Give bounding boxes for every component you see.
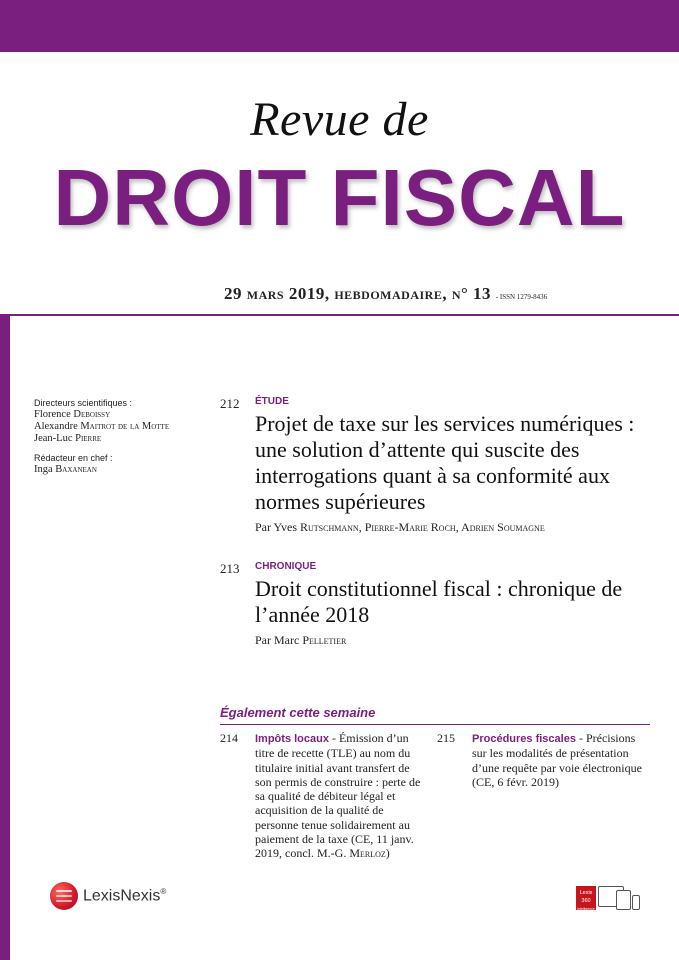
brief-number: 214 <box>220 731 238 745</box>
brief-text: Impôts locaux - Émission d’un titre de recette (TLE) au nom du titulaire initial avant transfert de son permis de construire : perte de sa qualité de débiteur légal et acquisition de la qualité de personne tenue solidairement au paiement de la taxe (CE, 11 janv. 2019, concl. M.-G. Merloz) <box>255 731 421 861</box>
brief-title[interactable]: Impôts locaux <box>255 733 329 745</box>
article-author: Par Marc Pelletier <box>255 633 347 647</box>
top-color-band <box>0 0 679 52</box>
director-name: Jean-Luc Pierre <box>34 433 102 444</box>
article-number: 213 <box>220 561 240 576</box>
director-name: Alexandre Maitrot de la Motte <box>34 421 170 432</box>
director-name: Florence Deboissy <box>34 409 111 420</box>
article-kind: ÉTUDE <box>255 396 289 407</box>
lexis-360-badge: Lexis 360 Intelligence <box>576 886 596 910</box>
phone-icon <box>632 895 640 910</box>
brief-215[interactable] <box>437 731 652 791</box>
article-headline[interactable]: Droit constitutionnel fiscal : chronique de l’année 2018 <box>255 576 623 627</box>
scientific-directors-label: Directeurs scientifiques : <box>34 398 133 408</box>
lexisnexis-logo <box>50 882 166 910</box>
article-212[interactable] <box>220 396 650 546</box>
article-headline[interactable]: Projet de taxe sur les services numériques : une solution d’attente qui suscite des interrogations quant à sa conformité aux normes supérieures <box>255 411 635 514</box>
article-author: Par Yves Rutschmann, Pierre-Marie Roch, Adrien Soumagne <box>255 520 545 534</box>
editor-name: Inga Baxanean <box>34 464 97 475</box>
issn: - ISSN 1279-8436 <box>495 293 548 301</box>
article-213[interactable] <box>220 561 650 651</box>
left-color-band <box>0 314 10 960</box>
tablet-icon <box>616 890 631 910</box>
masthead-title-line2: DROIT FISCAL <box>53 153 626 242</box>
lexisnexis-globe-icon <box>50 882 78 910</box>
brief-title[interactable]: Procédures fiscales <box>472 733 576 745</box>
brief-number: 215 <box>437 731 455 745</box>
also-this-week-heading: Également cette semaine <box>220 705 376 720</box>
publisher-name: LexisNexis® <box>83 886 167 905</box>
editor-label: Rédacteur en chef : <box>34 453 113 463</box>
header-rule <box>10 314 679 316</box>
masthead-title-line1: Revue de <box>250 93 429 146</box>
article-kind: CHRONIQUE <box>255 561 317 572</box>
editorial-staff <box>34 397 214 476</box>
also-this-week-rule <box>220 724 650 725</box>
brief-text: Procédures fiscales - Précisions sur les modalités de présentation d’une requête par voie électronique (CE, 6 févr. 2019) <box>472 731 642 789</box>
brief-214[interactable] <box>220 731 425 861</box>
issue-line: 29 mars 2019, hebdomadaire, n° 13 <box>224 284 492 303</box>
article-number: 212 <box>220 396 240 411</box>
multi-device-badge <box>576 886 640 910</box>
issue-info <box>224 284 547 304</box>
